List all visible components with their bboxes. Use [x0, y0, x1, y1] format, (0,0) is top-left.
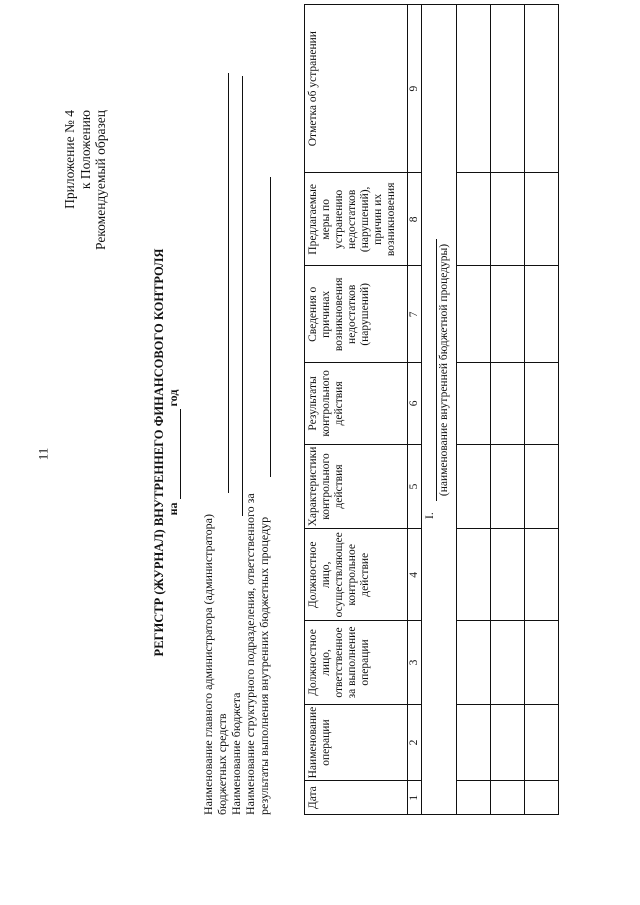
table-cell: [491, 5, 525, 173]
table-cell: [525, 704, 559, 781]
table-cell: [491, 781, 525, 815]
column-header: Должностное лицо, осуществляющее контрольное действие: [305, 529, 408, 621]
section-row: [422, 5, 457, 815]
column-header: Сведения о причинах возникновения недостатков (нарушений): [305, 266, 408, 363]
column-header: Предлагаемые меры по устранению недостатков (нарушений), причин их возникновения: [305, 173, 408, 266]
page-number: 11: [35, 447, 51, 461]
table-cell: [457, 363, 491, 444]
column-number: 2: [408, 704, 422, 781]
register-table: [304, 4, 559, 815]
table-cell: [457, 266, 491, 363]
table-cell: [457, 444, 491, 529]
table-cell: [525, 529, 559, 621]
document-subtitle: [166, 0, 181, 905]
unit-label: Наименование структурного подразделения, ответственного за: [243, 493, 257, 815]
sample-note: Рекомендуемый образец: [93, 110, 108, 251]
document-title: РЕГИСТР (ЖУРНАЛ) ВНУТРЕННЕГО ФИНАНСОВОГО КОНТРОЛЯ: [152, 248, 166, 657]
table-cell: [491, 266, 525, 363]
unit-blank-line: [260, 177, 271, 477]
column-number: 8: [408, 173, 422, 266]
admin-label-2: бюджетных средств: [215, 713, 229, 815]
header-fields: [201, 215, 271, 815]
table-row: [457, 5, 491, 815]
budget-label: Наименование бюджета: [229, 692, 243, 815]
table-cell: [457, 621, 491, 704]
table-cell: [525, 781, 559, 815]
budget-blank-line: [232, 76, 243, 516]
column-number: 5: [408, 444, 422, 529]
table-cell: [457, 5, 491, 173]
column-header: Наименование операции: [305, 704, 408, 781]
table-cell: [457, 781, 491, 815]
year-blank: [169, 409, 181, 499]
table-cell: [525, 266, 559, 363]
table-cell: [457, 529, 491, 621]
table-cell: [525, 621, 559, 704]
table-cell: [525, 363, 559, 444]
budget-field: [229, 215, 243, 815]
admin-label: Наименование главного администратора (администратора): [201, 514, 215, 815]
unit-field-cont: [257, 215, 271, 815]
section-caption: (наименование внутренней бюджетной процедуры): [438, 243, 450, 497]
table-cell: [525, 5, 559, 173]
table-header-row: [305, 5, 408, 815]
table-cell: [491, 621, 525, 704]
column-header: Результаты контрольного действия: [305, 363, 408, 444]
column-number: 3: [408, 621, 422, 704]
subtitle-prefix: на: [166, 502, 180, 516]
column-number: 7: [408, 266, 422, 363]
column-number: 4: [408, 529, 422, 621]
table-cell: [491, 444, 525, 529]
table-cell: [525, 444, 559, 529]
admin-field-cont: [215, 215, 229, 815]
column-header: Дата: [305, 781, 408, 815]
table-cell: [525, 173, 559, 266]
table-cell: [491, 173, 525, 266]
unit-label-2: результаты выполнения внутренних бюджетных процедур: [257, 516, 271, 815]
table-row: [491, 5, 525, 815]
admin-field: [201, 215, 215, 815]
appendix-reference: к Положению: [77, 110, 93, 190]
table-row: [525, 5, 559, 815]
table-cell: [491, 529, 525, 621]
column-number: 1: [408, 781, 422, 815]
table-cell: [491, 704, 525, 781]
admin-blank-line: [218, 73, 229, 493]
table-cell: [457, 173, 491, 266]
appendix-header: [62, 110, 109, 250]
section-cell: [422, 5, 457, 815]
column-header: Характеристики контрольного действия: [305, 444, 408, 529]
column-header: Должностное лицо, ответственное за выполнение операции: [305, 621, 408, 704]
appendix-number: Приложение № 4: [62, 110, 77, 209]
section-blank-line: [436, 239, 437, 501]
column-header: Отметка об устранении: [305, 5, 408, 173]
table-cell: [457, 704, 491, 781]
column-number-row: [408, 5, 422, 815]
column-number: 6: [408, 363, 422, 444]
table-cell: [491, 363, 525, 444]
column-number: 9: [408, 5, 422, 173]
section-number: I.: [424, 512, 436, 519]
unit-field: [243, 215, 257, 815]
subtitle-suffix: год: [166, 389, 180, 407]
